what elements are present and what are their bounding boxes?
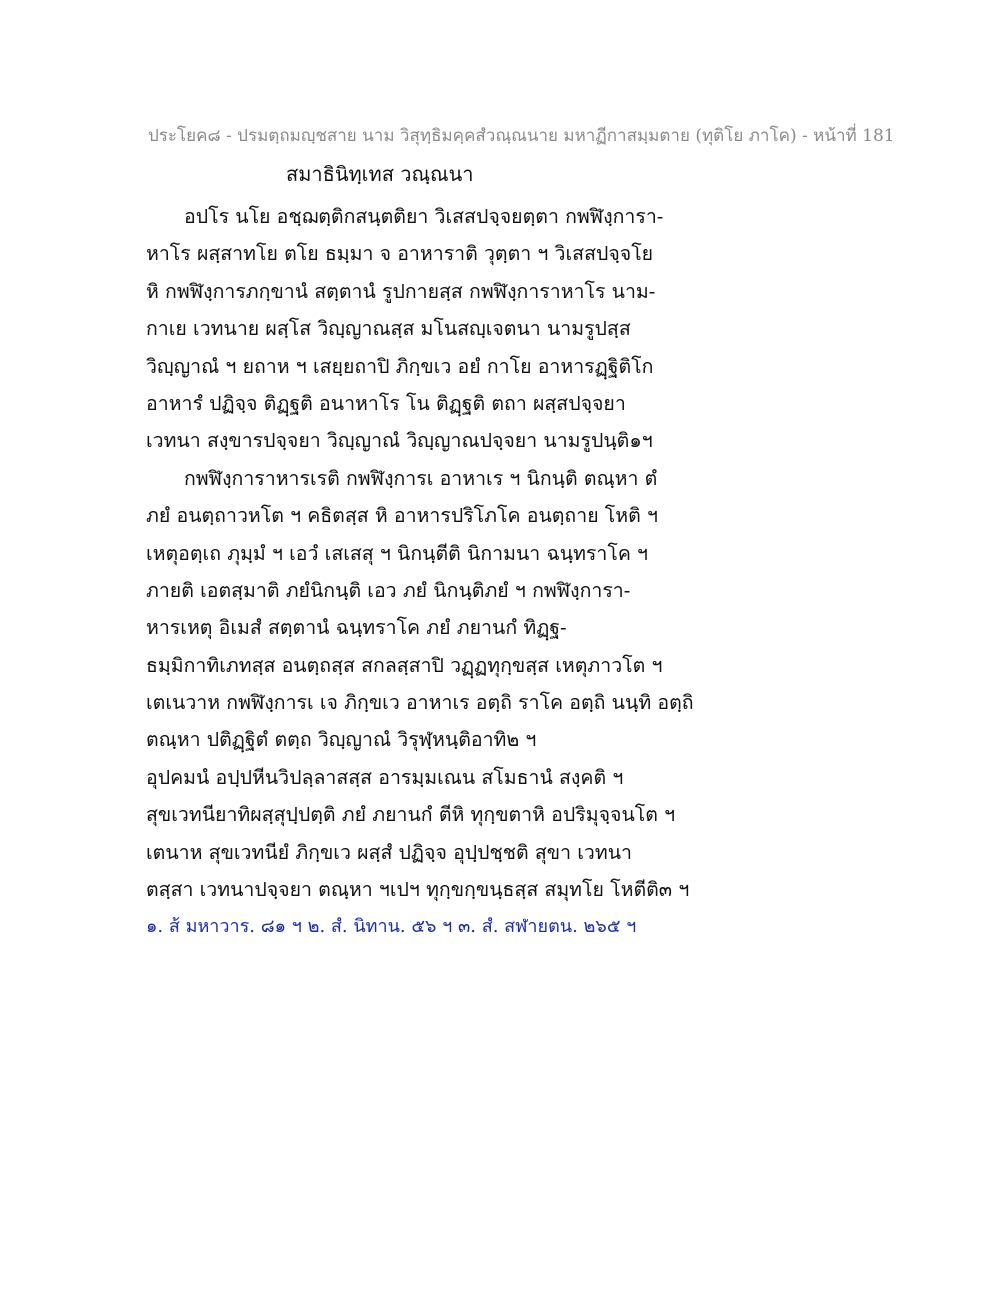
paragraph-line: เตนาห สุขเวทนียํ ภิกฺขเว ผสฺสํ ปฏิจฺจ อุปฺปชฺชติ สุขา เวทนา xyxy=(146,840,632,864)
paragraph-line: ภายติ เอตสฺมาติ ภยํนิกนฺติ เอว ภยํ นิกนฺติภยํ ฯ กพฬิงฺการา- xyxy=(146,578,631,602)
paragraph-line: อปโร นโย อชฺฌตฺติกสนฺตติยา วิเสสปจฺจยตฺตา กพฬิงฺการา- xyxy=(184,205,664,228)
paragraph-line: สุขเวทนียาทิผสฺสุปฺปตฺติ ภยํ ภยานกํ ตีหิ ทุกฺขตาหิ อปริมุจฺจนโต ฯ xyxy=(146,803,676,827)
body-text xyxy=(146,198,706,946)
paragraph-line: กาเย เวทนาย ผสฺโส วิญฺญาณสฺส มโนสญฺเจตนา นามรูปสฺส xyxy=(146,317,631,341)
footnote-references: ๑. ส้ มหาวาร. ๘๑ ฯ ๒. สํ. นิทาน. ๕๖ ฯ ๓. สํ. สฬายตน. ๒๖๕ ฯ xyxy=(146,916,637,938)
paragraph-line: ตณฺหา ปติฏฺฐิตํ ตตฺถ วิญฺญาณํ วิรุฬฺหนฺติอาทิ๒ ฯ xyxy=(146,728,537,752)
paragraph-line: หาโร ผสฺสาทโย ตโย ธมฺมา จ อาหาราติ วุตฺตา ฯ วิเสสปจฺจโย xyxy=(146,242,654,266)
paragraph-line: เตเนวาห กพฬิงฺการเ เจ ภิกฺขเว อาหาเร อตฺถิ ราโค อตฺถิ นนฺทิ อตฺถิ xyxy=(146,691,694,715)
paragraph-line: กพฬิงฺการาหารเรติ กพฬิงฺการเ อาหาเร ฯ นิกนฺติ ตณฺหา ตํ xyxy=(184,466,658,490)
paragraph-line: อุปคมนํ อปฺปหีนวิปลฺลาสสฺส อารมฺมเณน สโมธานํ สงฺคติ ฯ xyxy=(146,765,624,789)
paragraph-line: ตสฺสา เวทนาปจฺจยา ตณฺหา ฯเปฯ ทุกฺขกฺขนฺธสฺส สมุทโย โหตีติ๓ ฯ xyxy=(146,878,690,902)
paragraph-line: ธมฺมิกาทิเภทสฺส อนตฺถสฺส สกลสฺสาปิ วฏฺฏทุกฺขสฺส เหตุภาวโต ฯ xyxy=(146,653,663,677)
paragraph-line: อาหารํ ปฏิจฺจ ติฏฺฐติ อนาหาโร โน ติฏฺฐติ ตถา ผสฺสปจฺจยา xyxy=(146,391,626,415)
paragraph-line: หารเหตุ อิเมสํ สตฺตานํ ฉนฺทราโค ภยํ ภยานกํ ทิฏฺฐ- xyxy=(146,616,567,640)
paragraph-line: ภยํ อนตฺถาวหโต ฯ คธิตสฺส หิ อาหารปริโภโค อนตฺถาย โหติ ฯ xyxy=(146,504,658,528)
paragraph-line: วิญฺญาณํ ฯ ยถาห ฯ เสยฺยถาปิ ภิกฺขเว อยํ กาโย อาหารฏฺฐิติโก xyxy=(146,354,654,378)
paragraph-line: เวทนา สงฺขารปจฺจยา วิญฺญาณํ วิญฺญาณปจฺจยา นามรูปนฺติ๑ฯ xyxy=(146,429,653,453)
paragraph-line: หิ กพฬิงฺการภกฺขานํ สตฺตานํ รูปกายสฺส กพฬิงฺการาหาโร นาม- xyxy=(146,279,656,303)
paragraph-line: เหตุอตฺเถ ภุมฺมํ ฯ เอวํ เสเสสุ ฯ นิกนฺตีติ นิกามนา ฉนฺทราโค ฯ xyxy=(146,541,649,565)
section-title: สมาธินิทฺเทส วณฺณนา xyxy=(286,162,474,186)
running-header: ประโยค๘ - ปรมตฺถมญฺชสาย นาม วิสุทฺธิมคฺคสํวณฺณนาย มหาฏีกาสมฺมตาย (ทุติโย ภาโค) - หน้าที่ 181 xyxy=(148,126,895,146)
